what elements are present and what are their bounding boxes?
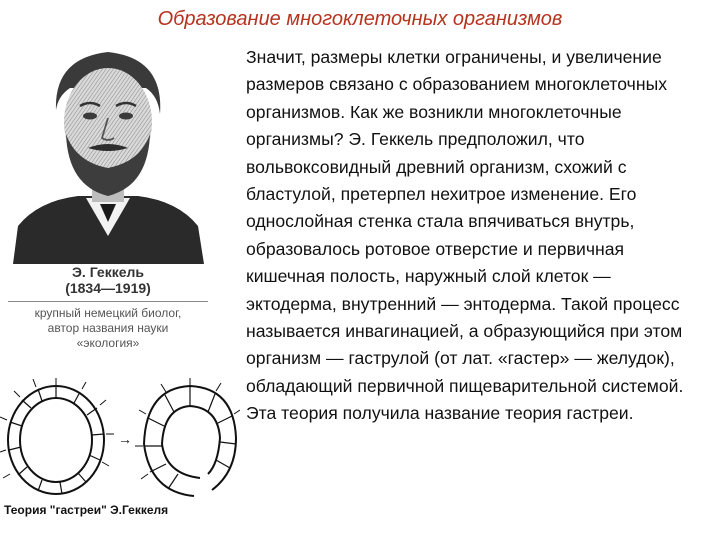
- portrait-desc-line-2: автор названия науки: [47, 321, 169, 335]
- gastrula-cilia: [135, 378, 240, 479]
- gastraea-diagram: [0, 374, 240, 504]
- portrait-name: Э. Геккель: [71, 264, 145, 280]
- caption-divider: [8, 301, 208, 302]
- diagram-caption: Теория "гастреи" Э.Геккеля: [4, 503, 169, 517]
- haeckel-portrait: [8, 36, 208, 264]
- blastula-cilia: [0, 378, 114, 478]
- body-paragraph-2: Эта теория получила название теория гастреи.: [246, 403, 634, 424]
- portrait-description: [8, 306, 208, 351]
- blastula-illustration: [8, 386, 104, 494]
- portrait-years: (1834—1919): [65, 280, 151, 296]
- slide-title: Образование многоклеточных организмов: [157, 8, 563, 30]
- portrait-desc-line-3: «экология»: [76, 336, 140, 350]
- transition-arrow: →: [118, 431, 132, 447]
- portrait-desc-line-1: крупный немецкий биолог,: [34, 306, 182, 320]
- body-text: [246, 44, 704, 428]
- portrait-caption: [8, 262, 208, 351]
- body-paragraph-1: Значит, размеры клетки ограничены, и увеличение размеров связано с образованием многоклеточных организмов. Как же возникли многоклеточные организмы? Э. Геккель предположил, что вольвоксовидный древний организм, схожий с бластулой, претерпел нехитрое изменение. Его однослойная стенка стала впячиваться внутрь, образовалось ротовое отверстие и первичная кишечная полость, наружный слой клеток — эктодерма, внутренний — энтодерма. Такой процесс называется инвагинацией, а образующийся при этом организм — гаструлой (от лат. «гастер» — желудок), обладающий первичной пищеварительной системой.: [246, 47, 684, 396]
